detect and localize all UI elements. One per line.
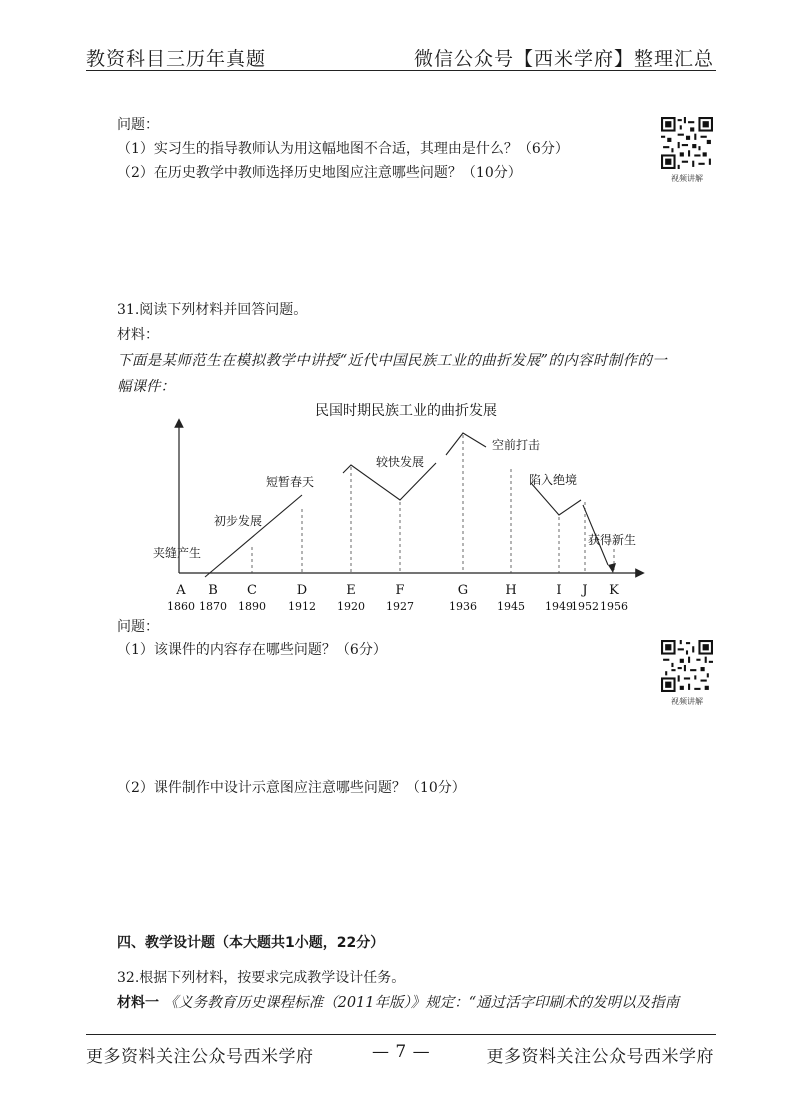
x-tick-year: 1927 [386, 600, 414, 613]
chart-title: 民国时期民族工业的曲折发展 [315, 403, 497, 419]
q30-sub-question-1: （1）实习生的指导教师认为用这幅地图不合适，其理由是什么？（6分） [117, 141, 569, 157]
footer-rule [86, 1034, 716, 1035]
q32-material-1 [117, 995, 679, 1012]
chart-annotation: 空前打击 [491, 438, 541, 452]
x-tick-letter: A [176, 583, 186, 598]
q31-material-line-1: 下面是某师范生在模拟教学中讲授“近代中国民族工业的曲折发展”的内容时制作的一 [117, 353, 668, 369]
chart-annotation: 获得新生 [587, 533, 637, 547]
x-tick-letter: I [556, 583, 562, 598]
qr-caption: 视频讲解 [671, 174, 703, 183]
footer-left: 更多资料关注公众号西米学府 [86, 1047, 314, 1067]
x-tick-letter: E [346, 583, 356, 598]
q31-material-label: 材料： [117, 327, 159, 343]
x-tick-year: 1949 [545, 600, 573, 613]
x-tick-letter: F [395, 583, 405, 598]
x-tick-letter: C [247, 583, 257, 598]
footer-right: 更多资料关注公众号西米学府 [486, 1047, 714, 1067]
section-4-heading: 四、教学设计题（本大题共1小题，22分） [117, 935, 385, 951]
q32-material-1-label: 材料一 [117, 995, 159, 1011]
x-tick-letter: B [208, 583, 218, 598]
q31-sub-question-2: （2）课件制作中设计示意图应注意哪些问题？（10分） [117, 780, 466, 796]
x-tick-letter: H [505, 583, 517, 598]
x-tick-year: 1870 [199, 600, 227, 613]
x-tick-year: 1860 [167, 600, 195, 613]
trend-arrow [608, 563, 616, 573]
chart-annotation: 陷入绝境 [528, 473, 578, 487]
x-tick-year: 1952 [571, 600, 599, 613]
q32-material-1-text: 《义务教育历史课程标准（2011年版）》规定：“通过活字印刷术的发明以及指南 [163, 995, 680, 1011]
q32-title: 32.根据下列材料，按要求完成教学设计任务。 [117, 970, 406, 986]
x-tick-letter: J [582, 583, 588, 598]
q31-question-label: 问题： [117, 619, 159, 635]
x-tick-year: 1956 [600, 600, 628, 613]
qr-code-icon[interactable] [661, 640, 713, 692]
industry-development-chart [0, 395, 800, 620]
x-tick-letter: G [457, 583, 469, 598]
header-rule [86, 70, 716, 71]
header-left-title: 教资科目三历年真题 [86, 48, 267, 70]
q30-question-label: 问题： [117, 117, 159, 133]
chart-annotation: 短暂春天 [265, 475, 315, 489]
qr-caption: 视频讲解 [671, 697, 703, 706]
x-tick-letter: D [296, 583, 308, 598]
qr-code-icon[interactable] [661, 117, 713, 169]
page-number: — 7 — [372, 1042, 431, 1062]
q31-title: 31.阅读下列材料并回答问题。 [117, 302, 308, 318]
x-tick-year: 1912 [288, 600, 316, 613]
x-tick-year: 1920 [337, 600, 365, 613]
chart-annotation: 夹缝产生 [152, 546, 202, 560]
chart-annotation: 较快发展 [375, 455, 425, 469]
q31-material-line-2: 幅课件： [117, 379, 175, 395]
trend-line-segment [531, 483, 581, 515]
q31-sub-question-1: （1）该课件的内容存在哪些问题？（6分） [117, 642, 387, 658]
x-tick-year: 1945 [497, 600, 525, 613]
x-tick-year: 1890 [238, 600, 266, 613]
chart-annotation: 初步发展 [213, 514, 263, 528]
trend-line-segment [446, 433, 486, 455]
x-tick-letter: K [609, 583, 619, 598]
q30-sub-question-2: （2）在历史教学中教师选择历史地图应注意哪些问题？（10分） [117, 165, 522, 181]
trend-line-segment [205, 495, 302, 577]
x-tick-year: 1936 [449, 600, 477, 613]
header-right-title: 微信公众号【西米学府】整理汇总 [413, 48, 714, 70]
